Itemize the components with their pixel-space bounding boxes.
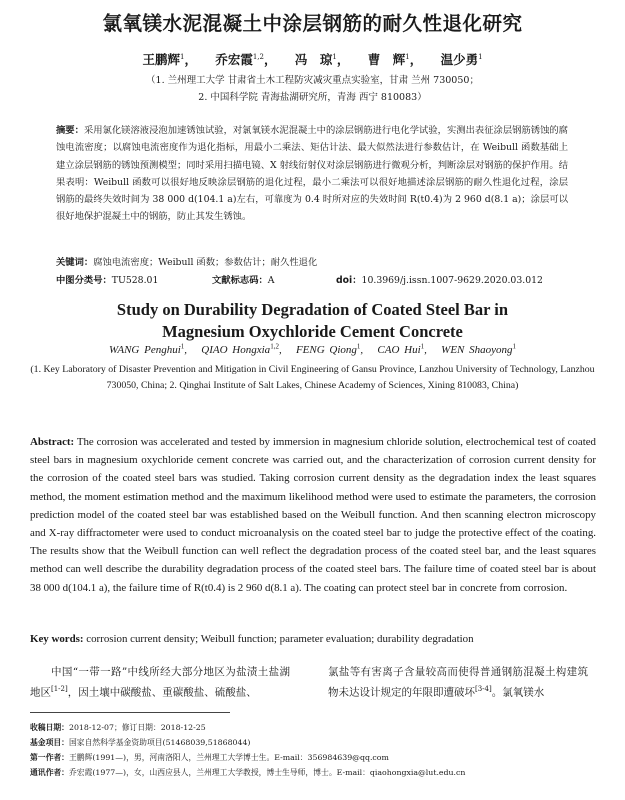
english-author: WEN Shaoyong$^1$ (441, 342, 517, 356)
english-author: CAO Hui$^1$, (377, 342, 437, 356)
english-title-line-1: Study on Durability Degradation of Coated Steel Bar in (116, 300, 509, 319)
chinese-keywords-label: 关键词： (56, 257, 94, 268)
body-text: 氯盐等有害离子含量较高而使得普通钢筋混凝土构建筑物未达设计规定的年限即遭破坏 (328, 666, 588, 699)
english-abstract-label: Abstract: (30, 436, 75, 448)
footnote-value: 王鹏辉(1991—)，男，河南洛阳人，兰州理工大学博士生。E-mail：356984639@qq.com (68, 753, 389, 762)
chinese-author: 曹 辉$^1$， (367, 52, 423, 67)
english-abstract (30, 433, 596, 597)
english-keywords-text: corrosion current density; Weibull function; parameter evaluation; durability degradation (86, 633, 474, 645)
footnote-divider (30, 712, 230, 713)
chinese-author: 冯 琼$^1$， (294, 52, 350, 67)
footnote-value: 2018-12-07；修订日期：2018-12-25 (68, 723, 206, 732)
body-text: 。氯氧镁水 (491, 686, 545, 699)
document-code-label: 文献标志码： (212, 275, 268, 286)
footnote-first-author (30, 752, 600, 763)
english-author: QIAO Hongxia$^{1,2}$, (201, 342, 292, 356)
chinese-affiliation-2: 2. 中国科学院 青海盐湖研究所，青海 西宁 810083） (198, 92, 427, 103)
clc-number (56, 272, 158, 286)
chinese-affiliation-1: （1. 兰州理工大学 甘肃省土木工程防灾减灾重点实验室，甘肃 兰州 730050； (146, 75, 479, 86)
citation: [1-2] (51, 685, 68, 693)
english-affiliation: (1. Key Laboratory of Disaster Prevention and Mitigation in Civil Engineering of Gansu Province, Lanzhou University of Technology, Lanzhou 730050, China; 2. Qinghai Institute of Salt Lakes, Chinese Academy of Sciences, Xining 810083, China) (30, 364, 595, 391)
footnote-label: 基金项目： (30, 738, 69, 747)
chinese-authors (0, 50, 625, 68)
footnote-label: 第一作者： (30, 753, 69, 762)
footnote-value: 国家自然科学基金资助项目(51468039,51868044) (68, 738, 251, 747)
doi (336, 272, 543, 286)
english-author: FENG Qiong$^1$, (295, 342, 373, 356)
footnote-fund (30, 737, 600, 748)
chinese-abstract-label: 摘要： (56, 125, 84, 136)
english-author: WANG Penghui$^1$, (108, 342, 197, 356)
english-authors (0, 342, 625, 356)
chinese-author: 乔宏霞$^{1,2}$， (215, 52, 277, 67)
english-keywords (30, 633, 596, 645)
footnote-label: 收稿日期： (30, 723, 69, 732)
footnote-label: 通讯作者： (30, 768, 69, 777)
english-keywords-label: Key words: (30, 633, 84, 645)
chinese-author: 温少勇$^1$ (440, 52, 483, 67)
chinese-author: 王鹏辉$^1$， (142, 52, 197, 67)
body-column-left (30, 664, 290, 702)
english-title-line-2: Magnesium Oxychloride Cement Concrete (162, 322, 463, 341)
chinese-title: 氯氧镁水泥混凝土中涂层钢筋的耐久性退化研究 (102, 12, 523, 35)
doi-label: doi： (336, 275, 362, 286)
chinese-keywords (56, 254, 317, 268)
footnote-value: 乔宏霞(1977—)，女，山西应县人，兰州理工大学教授，博士生导师，博士。E-mail：qiaohongxia@lut.edu.cn (68, 768, 466, 777)
chinese-abstract (56, 122, 568, 226)
chinese-abstract-text: 采用氯化镁溶液浸泡加速锈蚀试验，对氯氧镁水泥混凝土中的涂层钢筋进行电化学试验，实测出表征涂层钢筋锈蚀的腐蚀电流密度；以腐蚀电流密度作为退化指标，用最小二乘法、矩估计法、最大似然法进行参数估计，在 Weibull 函数基础上建立涂层钢筋的锈蚀预测模型；同时采用扫描电镜、X 射线衍射仪对涂层钢筋进行微观分析，判断涂层对钢筋的保护作用。结果表明：Weibull 函数可以很好地反映涂层钢筋的退化过程，最小二乘法可以很好地描述涂层钢筋的耐久性退化过程，涂层钢筋的最终失效时间为 38 000 d(104.1 a)左右，可靠度为 0.4 时所对应的失效时间 R(t0.4)为 2 960 d(8.1 a)；涂层可以很好地保护混凝土中的钢筋，防止其发生锈蚀。 (56, 125, 568, 223)
chinese-keywords-text: 腐蚀电流密度；Weibull 函数；参数估计；耐久性退化 (93, 257, 318, 268)
clc-label: 中图分类号： (56, 275, 112, 286)
body-text: ，因土壤中碳酸盐、重碳酸盐、硫酸盐、 (67, 686, 257, 699)
document-code-value: A (267, 275, 275, 286)
citation: [3-4] (475, 685, 492, 693)
body-text: 中国“一带一路”中线所经大部分地区为盐渍土盐湖地区 (30, 666, 290, 699)
document-code (212, 272, 275, 286)
body-column-right (328, 664, 588, 702)
english-abstract-text: The corrosion was accelerated and tested by immersion in magnesium chloride solution, electrochemical test of coated steel bars in magnesium oxychloride cement concrete was carried out, and the characterization of corrosion current density for the corrosion of the coated steel bars was studied. Taking corrosion current density as the degradation index the least squares method, the moment estimation method and the maximum likelihood method were used to estimate the parameters, the corrosion prediction model of the coated steel bar was established based on the Weibull function. And then scanning electron microscopy and X-ray diffractometer were used to conduct microanalysis on the coated steel bar to judge the protective effect of the coating. The results show that the Weibull function can well reflect the degradation process of the coated steel bar, and the least squares method can well describe the durability degradation process of the coated steel bars. The failure time of coated steel bar is about 38 000 d(104.1 a), the failure time of R(t0.4) is 2 960 d(8.1 a). The coating can protect steel bar in concrete from corrosion. (30, 436, 597, 594)
clc-value: TU528.01 (111, 275, 159, 286)
footnote-received (30, 722, 600, 733)
doi-value: 10.3969/j.issn.1007-9629.2020.03.012 (361, 275, 543, 286)
footnote-corresponding-author (30, 767, 600, 778)
